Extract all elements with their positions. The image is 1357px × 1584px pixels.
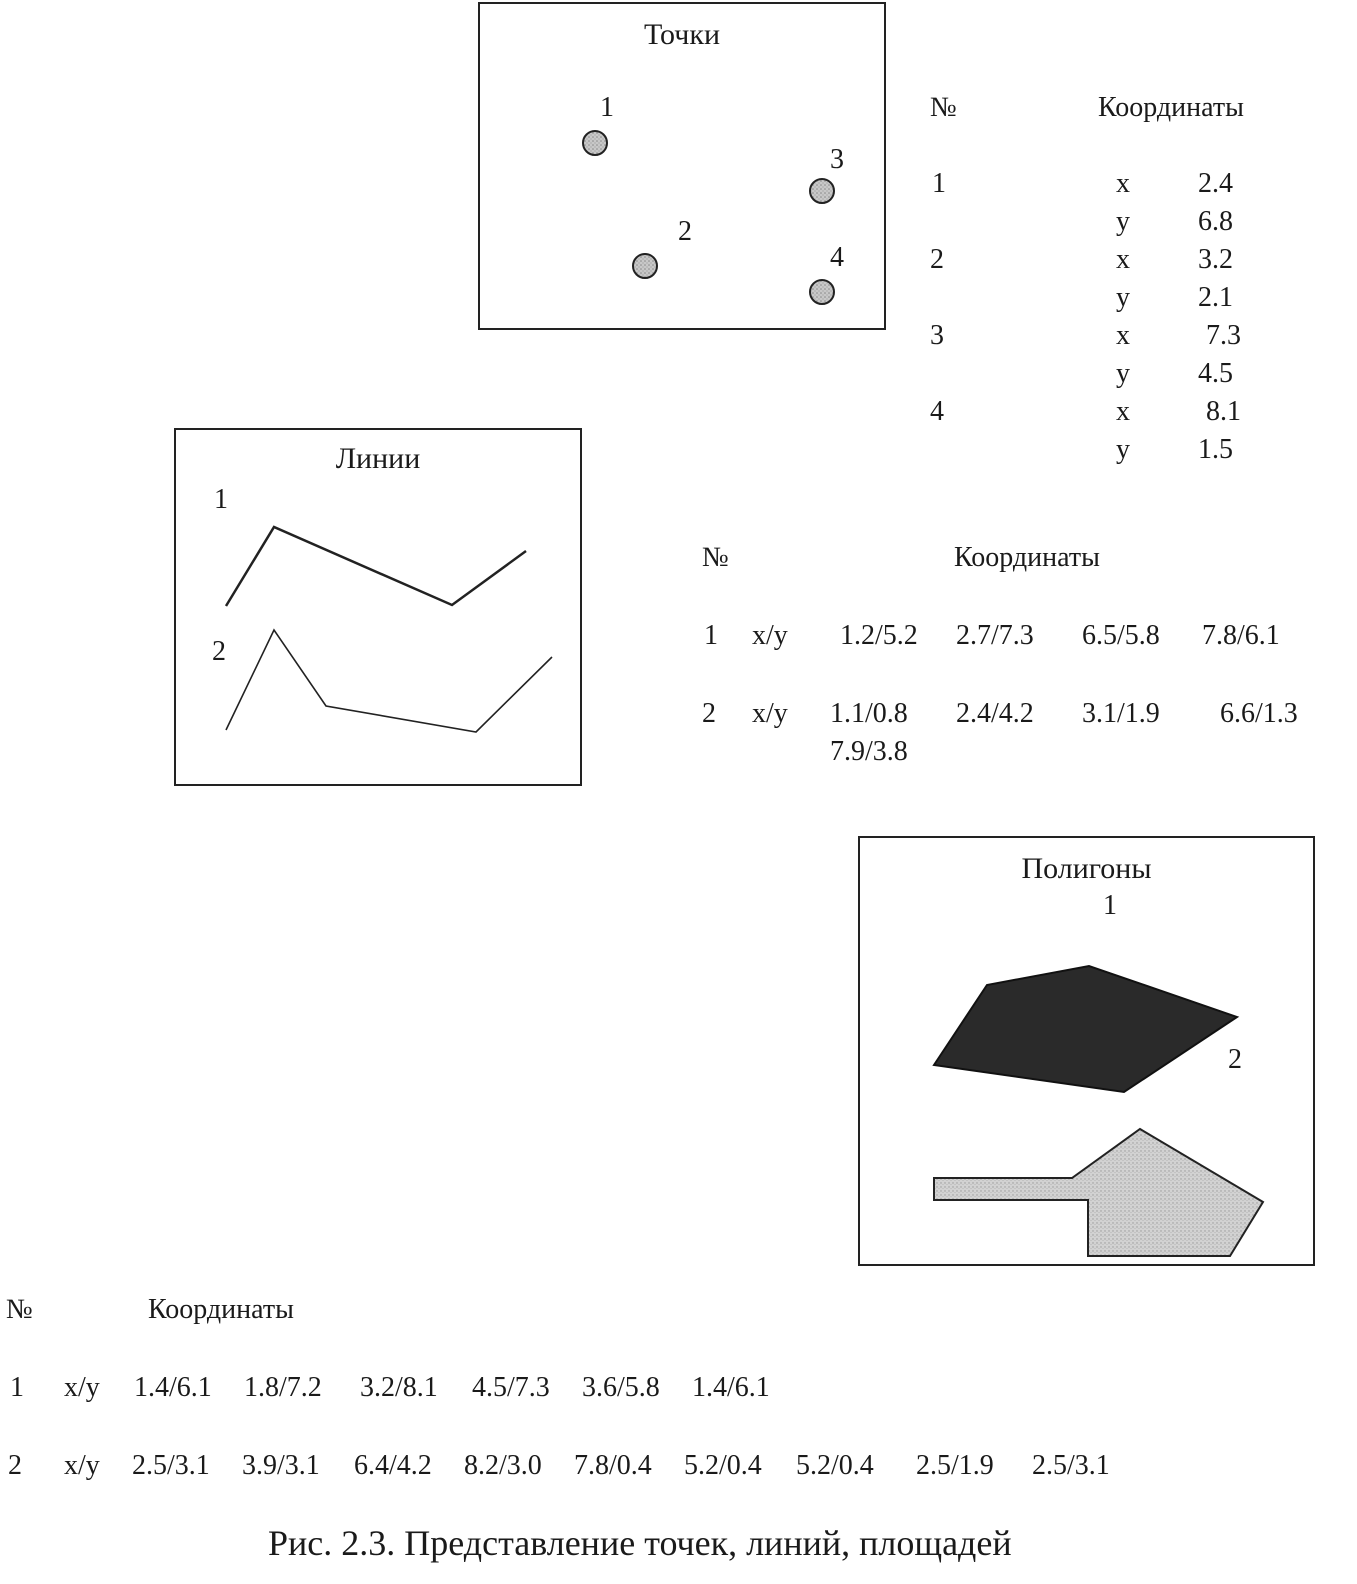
polygons-row-2-value-1: 2.5/3.1 [132,1450,210,1481]
point-marker-2 [633,254,657,278]
points-row-4-y: 1.5 [1198,434,1233,465]
points-row-4-y-label: y [1116,434,1130,465]
polygon-label-2: 2 [1228,1044,1242,1075]
point-label-2: 2 [678,216,692,247]
points-row-1-x-label: x [1116,168,1130,199]
points-row-2-y: 2.1 [1198,282,1233,313]
polygons-panel [858,836,1315,1266]
points-row-2-y-label: y [1116,282,1130,313]
polygons-row-2-value-3: 6.4/4.2 [354,1450,432,1481]
point-label-3: 3 [830,144,844,175]
polygons-row-2-id: 2 [8,1450,22,1481]
polygons-row-1-value-5: 3.6/5.8 [582,1372,660,1403]
line-label-1: 1 [214,484,228,515]
polygons-row-1-value-2: 1.8/7.2 [244,1372,322,1403]
lines-row-1-value-2: 2.7/7.3 [956,620,1034,651]
polygons-row-1-value-6: 1.4/6.1 [692,1372,770,1403]
polygons-row-1-value-3: 3.2/8.1 [360,1372,438,1403]
points-row-2-id: 2 [930,244,944,275]
lines-table-header-coords: Координаты [954,542,1100,573]
points-row-3-x: 7.3 [1206,320,1241,351]
lines-row-2-value-5: 7.9/3.8 [830,736,908,767]
points-row-4-id: 4 [930,396,944,427]
lines-row-2-id: 2 [702,698,716,729]
polygons-row-1-value-4: 4.5/7.3 [472,1372,550,1403]
points-row-4-x-label: x [1116,396,1130,427]
lines-panel [174,428,582,786]
polygons-table-header-no: № [6,1294,33,1325]
polygons-row-2-value-5: 7.8/0.4 [574,1450,652,1481]
polygons-row-2-value-7: 5.2/0.4 [796,1450,874,1481]
points-row-3-x-label: x [1116,320,1130,351]
lines-row-1-axis: x/y [752,620,788,651]
figure-caption: Рис. 2.3. Представление точек, линий, площадей [268,1523,1012,1563]
lines-row-2-value-2: 2.4/4.2 [956,698,1034,729]
lines-row-2-value-4: 6.6/1.3 [1220,698,1298,729]
polygons-row-1-axis: x/y [64,1372,100,1403]
lines-row-1-id: 1 [704,620,718,651]
polygon-1 [934,966,1237,1092]
points-map [480,4,888,332]
points-table-header-coords: Координаты [1098,92,1244,123]
polygons-panel-title: Полигоны [1021,852,1152,885]
points-row-2-x: 3.2 [1198,244,1233,275]
points-panel-title: Точки [643,18,720,51]
points-row-4-x: 8.1 [1206,396,1241,427]
polygons-row-2-axis: x/y [64,1450,100,1481]
polygons-row-1-id: 1 [10,1372,24,1403]
lines-row-2-value-1: 1.1/0.8 [830,698,908,729]
points-row-3-id: 3 [930,320,944,351]
polygons-row-2-value-4: 8.2/3.0 [464,1450,542,1481]
polygons-row-2-value-2: 3.9/3.1 [242,1450,320,1481]
points-row-3-y-label: y [1116,358,1130,389]
points-row-3-y: 4.5 [1198,358,1233,389]
lines-panel-title: Линии [335,442,421,475]
polygons-row-2-value-8: 2.5/1.9 [916,1450,994,1481]
point-marker-4 [810,280,834,304]
points-panel [478,2,886,330]
points-row-2-x-label: x [1116,244,1130,275]
polygons-map [860,838,1317,1268]
lines-table-header-no: № [702,542,729,573]
points-table-header-no: № [930,92,957,123]
point-label-1: 1 [600,92,614,123]
points-row-1-x: 2.4 [1198,168,1233,199]
polygon-2 [934,1129,1263,1256]
point-marker-1 [583,131,607,155]
polygons-row-1-value-1: 1.4/6.1 [134,1372,212,1403]
lines-map [176,430,584,788]
points-row-1-y: 6.8 [1198,206,1233,237]
polygon-label-1: 1 [1103,890,1117,921]
point-marker-3 [810,179,834,203]
points-row-1-y-label: y [1116,206,1130,237]
lines-row-2-axis: x/y [752,698,788,729]
point-label-4: 4 [830,242,844,273]
polygons-row-2-value-6: 5.2/0.4 [684,1450,762,1481]
lines-row-2-value-3: 3.1/1.9 [1082,698,1160,729]
line-1 [226,527,526,606]
lines-row-1-value-4: 7.8/6.1 [1202,620,1280,651]
lines-row-1-value-3: 6.5/5.8 [1082,620,1160,651]
lines-row-1-value-1: 1.2/5.2 [840,620,918,651]
polygons-row-2-value-9: 2.5/3.1 [1032,1450,1110,1481]
points-row-1-id: 1 [932,168,946,199]
polygons-table-header-coords: Координаты [148,1294,294,1325]
line-label-2: 2 [212,636,226,667]
line-2 [226,630,552,732]
